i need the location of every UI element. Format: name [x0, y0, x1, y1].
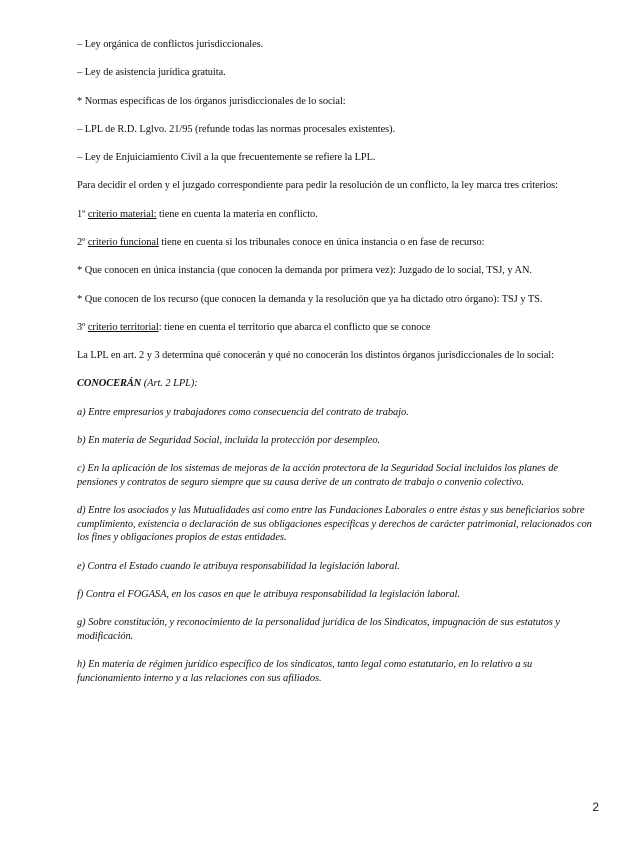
- heading-conoceran-bold: CONOCERÁN: [77, 378, 142, 390]
- list-item-c: c) En la aplicación de los sistemas de mejoras de la acción protectora de la Seguridad Social incluidos los planes de pensiones y contratos de seguro siempre que su causa derive de un contrato de trabajo o convenio colectivo.: [77, 463, 558, 488]
- list-item-h: h) En materia de régimen jurídico específico de los sindicatos, tanto legal como estatutario, en lo relativo a su funcionamiento interno y a las relaciones con sus afiliados.: [77, 659, 533, 684]
- heading-conoceran-ref: (Art. 2 LPL):: [141, 378, 198, 390]
- paragraph-recursos: * Que conocen de los recurso (que conocen la demanda y la resolución que ya ha dictado otro órgano): TSJ y TS.: [77, 293, 543, 305]
- criterio-funcional-text: tiene en cuenta si los tribunales conoce en única instancia o en fase de recurso:: [158, 236, 485, 248]
- paragraph-lpl-articulos: La LPL en art. 2 y 3 determina qué conocerán y qué no conocerán los distintos órganos jurisdiccionales de lo social:: [77, 350, 554, 362]
- paragraph-ley-asistencia: – Ley de asistencia jurídica gratuita.: [77, 67, 226, 79]
- list-item-g: g) Sobre constitución, y reconocimiento de la personalidad jurídica de los Sindicatos, impugnación de sus estatutos y modificación.: [77, 617, 560, 642]
- paragraph-ley-conflictos: – Ley orgánica de conflictos jurisdiccionales.: [77, 39, 264, 50]
- paragraph-criterio-territorial: [77, 321, 597, 335]
- paragraph-criterio-funcional: [77, 236, 597, 250]
- criterio-territorial-number: 3º: [77, 321, 88, 333]
- paragraph-unica-instancia: * Que conocen en única instancia (que conocen la demanda por primera vez): Juzgado de lo social, TSJ, y AN.: [77, 265, 532, 277]
- paragraph-criterios-intro: Para decidir el orden y el juzgado correspondiente para pedir la resolución de un conflicto, la ley marca tres criterios:: [77, 180, 558, 192]
- page-number: 2: [592, 800, 599, 814]
- list-item-b: b) En materia de Seguridad Social, incluida la protección por desempleo.: [77, 434, 381, 446]
- criterio-funcional-number: 2º: [77, 236, 88, 248]
- criterio-material-number: 1º: [77, 208, 88, 220]
- paragraph-lpl: – LPL de R.D. Lglvo. 21/95 (refunde todas las normas procesales existentes).: [77, 123, 396, 135]
- document-page: [77, 38, 597, 700]
- paragraph-lec: – Ley de Enjuiciamiento Civil a la que frecuentemente se refiere la LPL.: [77, 152, 376, 164]
- criterio-territorial-term: criterio territorial: [87, 321, 159, 333]
- list-item-f: f) Contra el FOGASA, en los casos en que le atribuya responsabilidad la legislación laboral.: [77, 588, 460, 600]
- criterio-territorial-text: : tiene en cuenta el territorio que abarca el conflicto que se conoce: [158, 321, 431, 333]
- criterio-material-text: tiene en cuenta la materia en conflicto.: [156, 208, 318, 220]
- list-item-a: a) Entre empresarios y trabajadores como consecuencia del contrato de trabajo.: [77, 406, 409, 418]
- criterio-funcional-term: criterio funcional: [87, 236, 159, 248]
- list-item-e: e) Contra el Estado cuando le atribuya responsabilidad la legislación laboral.: [77, 560, 400, 572]
- paragraph-criterio-material: [77, 208, 597, 222]
- paragraph-normas-especificas: * Normas específicas de los órganos jurisdiccionales de lo social:: [77, 95, 346, 107]
- section-heading-conoceran: [77, 377, 597, 391]
- list-item-d: d) Entre los asociados y las Mutualidades así como entre las Fundaciones Laborales o entre éstas y sus beneficiarios sobre cumplimiento, existencia o declaración de sus obligaciones específicas y derechos de carácter patrimonial, relacionados con los fines y obligaciones propios de estas entidades.: [77, 505, 592, 544]
- criterio-material-term: criterio material:: [87, 208, 157, 220]
